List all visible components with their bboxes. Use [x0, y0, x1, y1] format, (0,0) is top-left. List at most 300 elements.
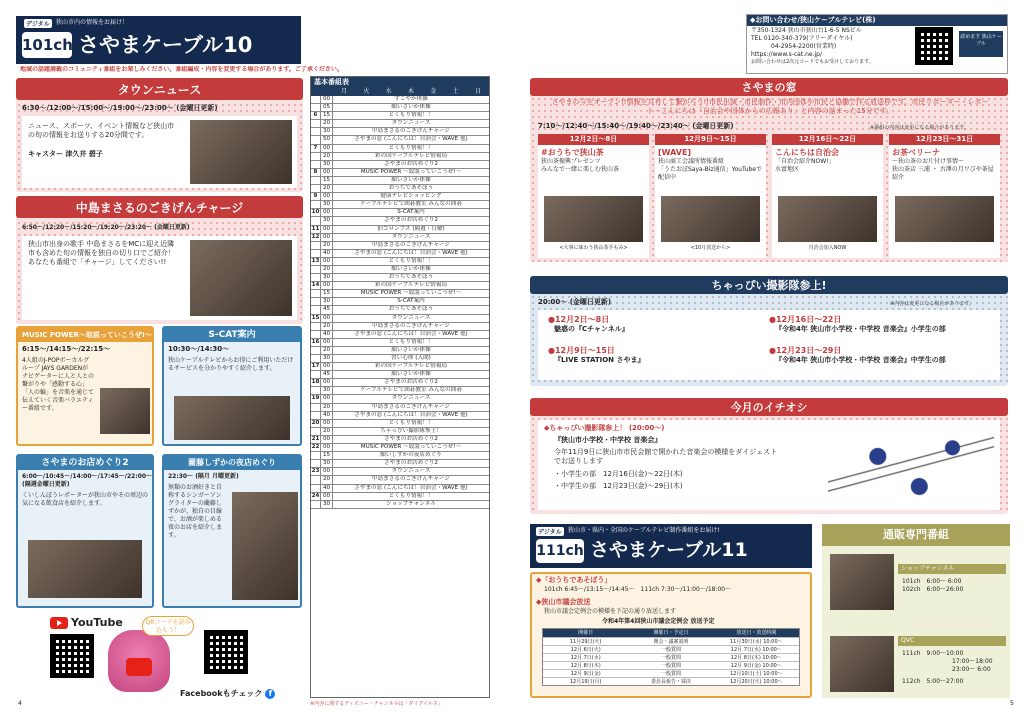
chappy-item-date: ●12月9日〜15日: [548, 346, 615, 355]
window-column-sub: 狭山茶振興プレゼンツ: [541, 158, 601, 165]
council-row: [543, 645, 799, 653]
schedule-minute: 00: [321, 226, 333, 233]
schedule-hour: [311, 387, 321, 394]
schedule-program: MUSIC POWER 〜取説っていこうぜ!〜: [360, 168, 462, 175]
schedule-hour: [311, 452, 321, 459]
contact-box: [746, 14, 1008, 74]
ch111-title: さやまケーブル11: [590, 539, 748, 561]
schedule-row: [311, 395, 489, 403]
header-subtitle: 狭山市内の情報をお届け！: [56, 19, 129, 26]
schedule-program: 彩の国ケーブルテレビ情報局: [374, 282, 448, 289]
nakajima-title: 中島まさるのごきげんチャージ: [16, 196, 303, 218]
schedule-minute: 40: [321, 412, 333, 419]
schedule-minute: 30: [321, 298, 333, 305]
schedule-hour: [311, 128, 321, 135]
schedule-program: タウンニュース: [391, 395, 431, 402]
schedule-minute: 30: [321, 501, 333, 508]
channel-number: 101ch: [22, 32, 72, 58]
schedule-hour: 22: [311, 444, 320, 451]
schedule-minute: 00: [321, 234, 333, 241]
schedule-hour: [311, 485, 321, 492]
schedule-minute: 00: [321, 169, 333, 176]
schedule-program: さやまのお店めぐり2: [384, 217, 438, 224]
ch111-subtitle: 狭山市・県内・全国のケーブルテレビ制作番組をお届け!: [568, 527, 720, 534]
music-power-section: [16, 326, 154, 446]
shop-time: 6:00〜/10:45〜/14:00〜/17:45〜/22:00〜 (隔週金曜日更新): [22, 473, 153, 488]
play-icon: [126, 658, 152, 676]
scat-section: [162, 326, 302, 446]
window-column-caption: 自治会加入NOW: [808, 245, 847, 251]
schedule-program: ショップチャンネル: [386, 500, 436, 507]
schedule-row: [311, 331, 489, 339]
schedule-minute: 30: [321, 201, 333, 208]
channel-title: さやまケーブル10: [78, 33, 253, 57]
window-column-desc: 水富地区: [775, 166, 800, 173]
facebook-link[interactable]: [180, 688, 275, 699]
shop-section: [16, 454, 154, 608]
shop-photo: [28, 540, 142, 598]
nakajima-time: 6:50〜/12:20〜/15:20〜/19:20〜/23:20〜 (金曜日更新): [22, 224, 190, 231]
schedule-hour: [311, 217, 321, 224]
town-news-section: [16, 78, 303, 192]
schedule-minute: 30: [321, 217, 333, 224]
night-photo: [232, 492, 298, 600]
schedule-row: [311, 193, 489, 201]
ch111-b-sub: 令和4年第4回狭山市議会定例会 放送予定: [602, 618, 715, 625]
schedule-head: 基本番組表: [311, 77, 489, 87]
town-news-title: タウンニュース: [16, 78, 303, 100]
night-section: [162, 454, 302, 608]
schedule-hour: 21: [311, 435, 320, 442]
schedule-row: [311, 136, 489, 144]
council-cell: 11月29日(火): [569, 639, 602, 645]
council-cell: 12月 6日(火): [570, 647, 601, 653]
schedule-program: とくもり情報！！: [388, 338, 434, 345]
window-column-date: 12月2日〜8日: [538, 134, 649, 145]
window-column: [538, 134, 649, 258]
schedule-hour: [311, 274, 321, 281]
schedule-row: [311, 436, 489, 444]
schedule-row: [311, 460, 489, 468]
night-title: 藺藤しずかの夜店めぐり: [164, 456, 300, 470]
schedule-row: [311, 242, 489, 250]
schedule-row: [311, 209, 489, 217]
schedule-program: 願いさいか体操: [391, 265, 431, 272]
tsuhan-section: [822, 524, 1010, 698]
schedule-minute: 20: [321, 153, 333, 160]
schedule-program: 健康テレビショッピング: [380, 193, 442, 200]
schedule-minute: 00: [321, 493, 333, 500]
window-column-photo: [661, 196, 760, 242]
youtube-qr-code[interactable]: [50, 634, 94, 678]
schedule-hour: [311, 323, 321, 330]
schedule-row: [311, 428, 489, 436]
schedule-day: 月: [341, 88, 348, 95]
schedule-minute: 20: [321, 185, 333, 192]
schedule-hour: [311, 371, 321, 378]
schedule-program: 願いさいか体操: [391, 371, 431, 378]
schedule-program: 中島まさるのごきげんチャージ: [371, 322, 451, 329]
pick-head: ◆ちゃっぴい撮影隊参上！ (20:00〜): [544, 424, 665, 432]
town-news-desc: ニュース、スポーツ、イベント情報など狭山市の旬の情報をお送りする20分間です。: [28, 122, 175, 139]
schedule-program: 中島まさるのごきげんチャージ: [371, 476, 451, 483]
schedule-hour: [311, 250, 321, 257]
window-column-photo: [778, 196, 877, 242]
window-column-sub: 「自治会紹介NOW!」: [775, 158, 835, 165]
night-desc: 無類のお酒好きと自称するシンガーソングライターの藺藤しずかが、独自の目線で、お酒が楽しめる夜のお店を紹介します。: [168, 484, 223, 539]
ch111-a-time: 101ch 6:45〜/13:15〜/14:45〜 111ch 7:30〜/11:00〜/18:00〜: [544, 586, 732, 593]
schedule-minute: 30: [321, 460, 333, 467]
contact-qr-code[interactable]: [915, 27, 953, 65]
schedule-row: [311, 201, 489, 209]
schedule-program: すこやか体操: [394, 96, 428, 102]
chappy-item-date: ●12月2日〜8日: [548, 315, 610, 324]
contact-tel: TEL 0120-340-379(フリーダイヤル): [751, 35, 853, 42]
schedule-hour: 11: [311, 225, 320, 232]
window-column-sub: 〜狭山茶のお片付け事情〜: [892, 158, 965, 165]
schedule-hour: 23: [311, 468, 320, 475]
schedule-hour: [311, 266, 321, 273]
schedule-program: とくもり情報！！: [388, 492, 434, 499]
schedule-row: [311, 306, 489, 314]
schedule-program: さやまの窓 (こんにちは！自治会・WAVE 他): [354, 249, 468, 256]
schedule-program: とくもり情報！！: [388, 112, 434, 119]
pick-section: [530, 398, 1008, 514]
schedule-days-row: [311, 87, 489, 96]
schedule-program: 願いさいか体操: [391, 176, 431, 183]
schedule-hour: [311, 298, 321, 305]
schedule-minute: 00: [321, 258, 333, 265]
schedule-program: タウンニュース: [391, 468, 431, 475]
schedule-program: さやまのお店めぐり2: [384, 435, 438, 442]
shop-channel-photo: [830, 554, 894, 610]
schedule-minute: 15: [321, 177, 333, 184]
schedule-hour: [311, 104, 321, 111]
page-number-left: 4: [18, 700, 22, 707]
council-cell: 委員長報告・採決: [650, 679, 691, 685]
scat-desc: 狭山ケーブルテレビからお得にご利用いただけるサービスを分かりやすく紹介します。: [168, 357, 294, 372]
schedule-row: [311, 290, 489, 298]
schedule-minute: 15: [321, 290, 333, 297]
schedule-day: 日: [474, 88, 481, 95]
council-cell: 12月20日(火) 10:00〜: [730, 679, 783, 685]
caster-photo: [190, 120, 292, 184]
shop-desc: くいしんぼうレポーターが狭山市やその周辺の気になる飲食店を紹介します。: [22, 492, 149, 507]
schedule-row: [311, 420, 489, 428]
schedule-day: 火: [363, 88, 370, 95]
qvc-time2: 17:00〜18:00: [952, 658, 993, 665]
schedule-minute: 00: [321, 444, 333, 451]
schedule-program: S-CAT案内: [397, 209, 425, 216]
schedule-minute: 40: [321, 250, 333, 257]
schedule-program: タウンニュース: [391, 314, 431, 321]
schedule-row: [311, 169, 489, 177]
youtube-logo[interactable]: [50, 616, 123, 629]
council-cell: 一般質問: [660, 655, 681, 661]
schedule-day: 水: [385, 88, 392, 95]
window-column-desc: 「うたおぼSaya-Biz通信」YouTubeで配信中: [658, 166, 762, 181]
nakajima-desc: 狭山市出身の歌手 中島まさるをMCに迎え近隣市も含めた旬の情報を独自の切り口でご紹介！あなたも番組で「チャージ」してください!!: [28, 240, 175, 266]
schedule-row: [311, 379, 489, 387]
chappy-item-desc: 『LIVE STATION さやま』: [554, 356, 645, 364]
schedule-row: [311, 371, 489, 379]
schedule-hour: 6: [311, 112, 321, 119]
schedule-minute: 00: [321, 468, 333, 475]
schedule-minute: 00: [321, 339, 333, 346]
schedule-minute: 00: [321, 96, 333, 103]
facebook-label: Facebookもチェック: [180, 689, 263, 698]
schedule-hour: [311, 501, 321, 508]
schedule-hour: 10: [311, 209, 320, 216]
schedule-hour: [311, 177, 321, 184]
qvc-label: QVC: [898, 636, 1006, 646]
schedule-minute: 00: [321, 315, 333, 322]
schedule-hour: 13: [311, 257, 320, 264]
schedule-minute: 20: [321, 323, 333, 330]
schedule-program: とくもり情報！！: [388, 419, 434, 426]
town-news-time: 6:30〜/12:00〜/15:00〜/19:00〜/23:00〜 (金曜日更新): [22, 104, 218, 112]
schedule-program: さやまの窓 (こんにちは！自治会・WAVE 他): [354, 136, 468, 143]
schedule-row: [311, 468, 489, 476]
window-column-date: 12月16日〜22日: [772, 134, 883, 145]
ch111-body: [530, 572, 812, 698]
scat-photo: [174, 396, 290, 440]
window-column-desc: みんなで一緒に楽しむ狭山茶: [541, 166, 620, 173]
schedule-minute: 20: [321, 428, 333, 435]
window-column-photo: [544, 196, 643, 242]
schedule-program: MUSIC POWER 〜取説っていこうぜ!〜: [360, 444, 462, 451]
contact-url[interactable]: https://www.s-cat.ne.jp/: [751, 51, 823, 58]
schedule-minute: 40: [321, 331, 333, 338]
schedule-program: 中島まさるのごきげんチャージ: [371, 241, 451, 248]
schedule-row: [311, 282, 489, 290]
schedule-minute: 30: [321, 128, 333, 135]
council-row: [543, 661, 799, 669]
schedule-hour: [311, 404, 321, 411]
window-column: [655, 134, 766, 258]
schedule-program: 習い心体 (入間): [391, 355, 431, 361]
chappy-item-date: ●12月16日〜22日: [769, 315, 842, 324]
schedule-program: さやまの窓 (こんにちは！自治会・WAVE 他): [354, 484, 468, 491]
schedule-hour: [311, 460, 321, 467]
nakajima-section: [16, 196, 303, 324]
shop-channel-label: ショップチャンネル: [898, 564, 1006, 574]
schedule-hour: [311, 347, 321, 354]
schedule-minute: 00: [321, 282, 333, 289]
schedule-program: さやまの窓 (こんにちは！自治会・WAVE 他): [354, 411, 468, 418]
council-cell: 12月 8日(木): [570, 663, 601, 669]
qr-badge: QRコードを読み込もう！: [142, 616, 194, 636]
schedule-minute: 00: [321, 395, 333, 402]
schedule-hour: 12: [311, 233, 320, 240]
schedule-row: [311, 104, 489, 112]
schedule-minute: 00: [321, 379, 333, 386]
music-power-time: 6:15〜/14:15〜/22:15〜: [22, 345, 111, 353]
window-column-title: #おうちで狭山茶: [541, 148, 604, 157]
schedule-hour: 8: [311, 169, 321, 176]
qvc-time1: 111ch 9:00〜10:00: [902, 650, 964, 657]
window-section: [530, 78, 1008, 262]
schedule-row: [311, 96, 489, 104]
schedule-minute: 30: [321, 387, 333, 394]
youtube-icon: [50, 617, 68, 629]
chappy-title: ちゃっぴい撮影隊参上!: [530, 276, 1008, 294]
schedule-row: [311, 444, 489, 452]
council-col-head: 開催日・予定日: [653, 630, 689, 636]
council-cell: 12月 7日(水): [570, 655, 601, 661]
chappy-item-date: ●12月23日〜29日: [769, 346, 842, 355]
contact-note: お問い合わせは2次元コードでもお受けしております。: [751, 59, 874, 65]
schedule-minute: 20: [321, 476, 333, 483]
schedule-row: [311, 153, 489, 161]
window-column-caption: <大事に味わう狭山茶手もみ>: [559, 245, 628, 251]
schedule-day: 木: [407, 88, 414, 95]
schedule-hour: [311, 355, 321, 362]
tsuhan-title: 通販専門番組: [822, 524, 1010, 546]
schedule-program: 願いしずかの夜店めぐり: [380, 452, 442, 459]
music-power-photo: [100, 388, 150, 434]
window-column: [889, 134, 1000, 258]
schedule-hour: [311, 290, 321, 297]
window-desc: さやまの今をオープン!!情報を共有して繋がろう!!市民出演・市民制作・市内団体や市民と協働で作る放送枠です。市民リポーター・レポート・こんにちは「自治会や団体からの広報あり」と内容の話まった15分です。: [551, 98, 989, 115]
page-number-right: 5: [1010, 700, 1014, 707]
schedule-minute: 00: [321, 420, 333, 427]
council-cell: 12月19日(月): [569, 679, 602, 685]
pick-title: 今月のイチオシ: [530, 398, 1008, 416]
contact-tel2: 04-2954-2200(営業時): [771, 43, 837, 50]
council-cell: 12月 9日(金): [570, 671, 601, 677]
schedule-row: [311, 250, 489, 258]
mascot-image: [108, 630, 170, 692]
chappy-item: [769, 314, 990, 344]
window-column-caption: <10月放送から>: [690, 245, 731, 251]
council-table: [542, 628, 800, 686]
schedule-minute: 20: [321, 404, 333, 411]
chappy-item: [548, 314, 769, 344]
council-row: [543, 653, 799, 661]
schedule-hour: 15: [311, 314, 320, 321]
schedule-row: [311, 323, 489, 331]
window-column-sub: 狭山商工会議所情報番組: [658, 158, 725, 165]
chappy-item-desc: 『令和4年 狭山市小学校・中学校 音楽会』中学生の部: [775, 356, 946, 364]
schedule-program: おうちであそぼう: [388, 306, 434, 313]
council-row: [543, 677, 799, 685]
schedule-row: [311, 476, 489, 484]
contact-title: ◆お問い合わせ/狭山ケーブルテレビ(株): [747, 15, 1007, 26]
window-column-date: 12月23日〜31日: [889, 134, 1000, 145]
council-cell: 12月 7日(水) 10:00〜: [730, 647, 782, 653]
contact-address: 〒350-1324 狭山市狭山台1-6-5 NSビル: [751, 27, 862, 34]
schedule-hour: [311, 136, 321, 143]
schedule-hour: [311, 96, 321, 103]
pick-sub: 『狭山市小学校・中学校 音楽会』: [554, 436, 662, 444]
scat-title: S-CAT案内: [164, 328, 300, 342]
ch111-digital: デジタル: [538, 529, 562, 536]
schedule-hour: 20: [311, 419, 320, 426]
schedule-row: [311, 298, 489, 306]
schedule-program: ケーブルテレビで囲碁教室 みんなの囲碁: [360, 387, 462, 394]
ch111-b-desc: 狭山市議会定例会の模様を下記の通り放送します: [544, 608, 677, 615]
schedule-row: [311, 185, 489, 193]
facebook-qr-code[interactable]: [204, 630, 248, 674]
schedule-day: 土: [452, 88, 459, 95]
schedule-minute: 00: [321, 363, 333, 370]
pick-line1: ・小学生の部 12月16日(金)〜22日(木): [554, 470, 683, 478]
schedule-hour: 9: [311, 193, 321, 200]
council-row: [543, 669, 799, 677]
schedule-program: 中島まさるのごきげんチャージ: [371, 403, 451, 410]
council-col-head: 開催日: [578, 630, 594, 636]
council-cell: 一般質問: [660, 663, 681, 669]
schedule-row: [311, 145, 489, 153]
schedule-hour: 24: [311, 492, 320, 499]
chappy-item: [548, 345, 769, 375]
schedule-row: [311, 404, 489, 412]
schedule-minute: 20: [321, 242, 333, 249]
schedule-program: さやまのお店めぐり2: [384, 379, 438, 386]
schedule-minute: 30: [321, 355, 333, 362]
schedule-hour: [311, 331, 321, 338]
council-cell: 開会・議案説明: [653, 639, 689, 645]
schedule-row: [311, 347, 489, 355]
schedule-minute: 50: [321, 136, 333, 143]
schedule-program: タウンニュース: [391, 233, 431, 240]
music-power-desc: 4人組のJ-POPボーカルグループ JAYS GARDENがナビゲーターに人と人との繋がりや「感動する心」「人の輪」を音楽を通じて伝えていく音楽バラエティー番組です。: [22, 357, 95, 412]
schedule-day: 金: [430, 88, 437, 95]
schedule-program: S-CAT案内: [397, 298, 425, 305]
nakajima-photo: [190, 240, 292, 316]
schedule-row: [311, 274, 489, 282]
chappy-items: [538, 310, 1000, 380]
scat-time: 10:30〜/14:30〜: [168, 345, 230, 353]
notice-text: 地域の話題満載のコミュニティ番組をお楽しみください。番組編成・内容を変更する場合があります。ご了承ください。: [20, 66, 343, 73]
schedule-program: おうちであそぼう: [388, 185, 434, 192]
schedule-minute: 20: [321, 347, 333, 354]
schedule-program: 彩の国ケーブルテレビ情報局: [374, 363, 448, 370]
schedule-program: さやまのお店めぐり2: [384, 160, 438, 167]
window-column: [772, 134, 883, 258]
ch111-header: [530, 524, 812, 568]
chappy-section: [530, 276, 1008, 386]
schedule-minute: 00: [321, 209, 333, 216]
shop-channel-time1: 101ch 6:00〜 6:00: [902, 578, 962, 585]
window-column-photo: [895, 196, 994, 242]
contact-badge: 読めます 狭山ケーブル: [959, 31, 1003, 57]
music-notes-illustration: [828, 422, 994, 508]
schedule-hour: [311, 242, 321, 249]
right-page: [512, 0, 1024, 724]
ch111-number: 111ch: [536, 539, 584, 563]
schedule-row: [311, 177, 489, 185]
schedule-row: [311, 120, 489, 128]
schedule-hour: [311, 476, 321, 483]
schedule-hour: 17: [311, 363, 320, 370]
council-cell: 11月30日(水) 10:00〜: [730, 639, 783, 645]
shop-title: さやまのお店めぐり2: [18, 456, 152, 470]
chappy-time: 20:00〜 (金曜日更新): [538, 298, 612, 306]
schedule-hour: [311, 201, 321, 208]
schedule-row: [311, 412, 489, 420]
schedule-program: とくもり情報！！: [388, 257, 434, 264]
schedule-hour: [311, 412, 321, 419]
chappy-item: [769, 345, 990, 375]
schedule-program: とくもり情報！！: [388, 144, 434, 151]
council-cell: 12月10日(土) 10:00〜: [730, 671, 783, 677]
window-column-date: 12月9日〜15日: [655, 134, 766, 145]
schedule-hour: [311, 153, 321, 160]
schedule-hour: 19: [311, 395, 320, 402]
schedule-minute: 15: [321, 452, 333, 459]
